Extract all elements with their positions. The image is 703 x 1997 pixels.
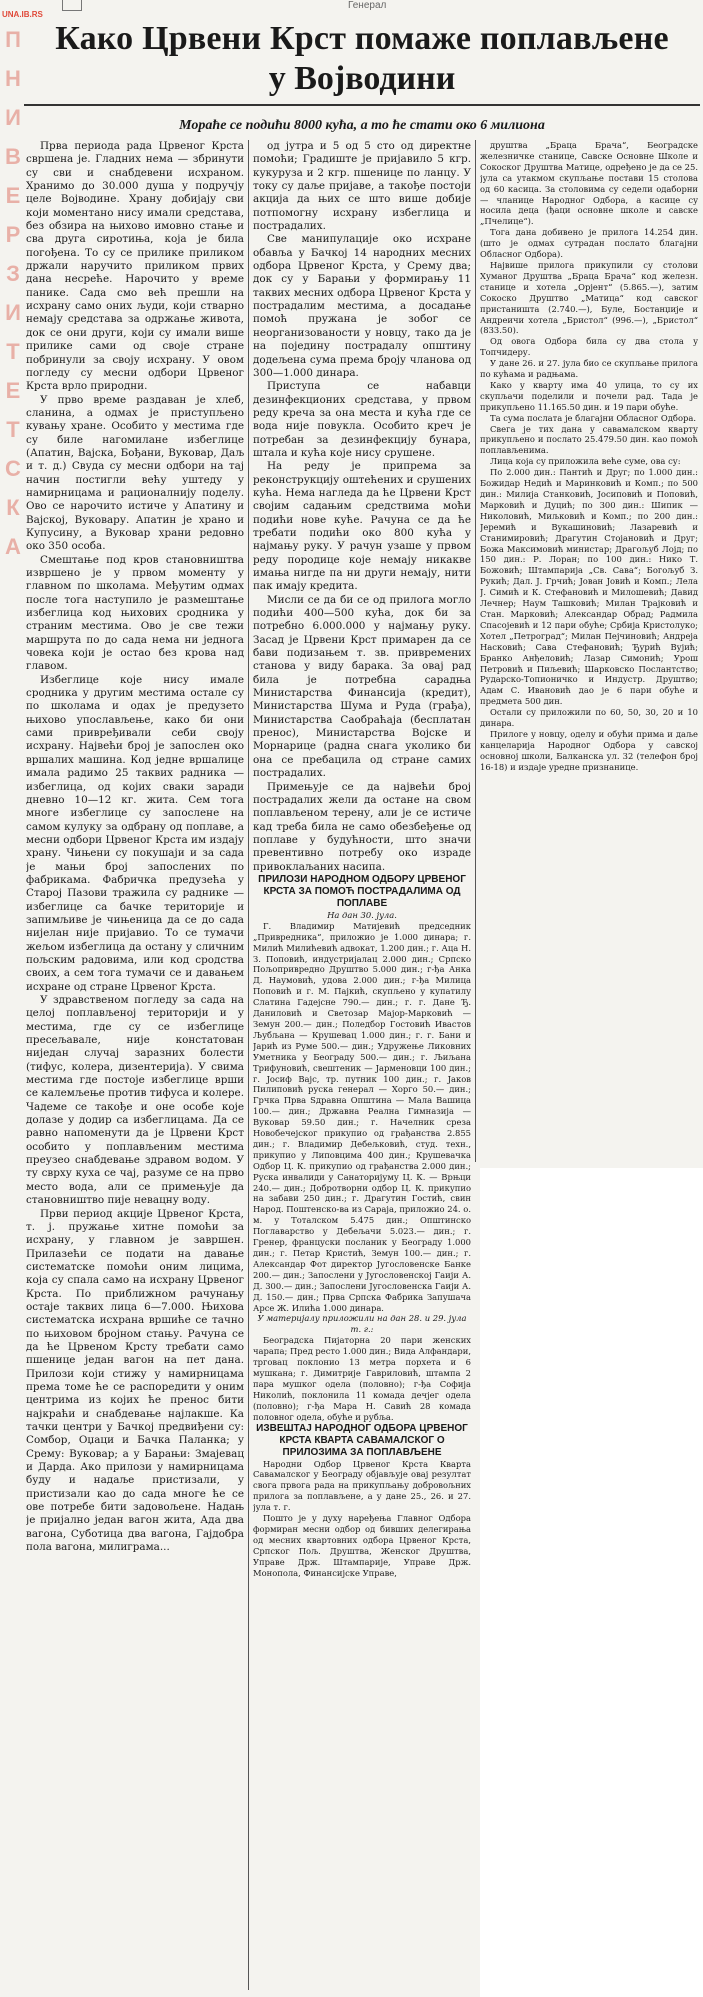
watermark-letter: Т bbox=[6, 339, 20, 364]
donations-heading: ПРИЛОЗИ НАРОДНОМ ОДБОРУ ЦРВЕНОГ КРСТА ЗА ПОМОЋ ПОСТРАДАЛИМА ОД ПОПЛАВЕ bbox=[258, 873, 466, 909]
site-watermark: UNA.IB.RS bbox=[2, 10, 43, 19]
paragraph: На реду је припрема за реконструкцију оштећених и срушених кућа. Нема нагледа да ће Црвени Крст својим садањим средствима моћи подићи нове куће. Рачуна се да ће требати подићи око 800 кућа у најмању руку. У рачун узаше у првом реду породице које немају никакве имања нигде па ни други немају, нити пак имају кредита. bbox=[253, 460, 471, 593]
article-column-2 bbox=[253, 140, 471, 1990]
watermark-letter: И bbox=[5, 105, 21, 130]
goods-heading: У материјалу приложили на дан 28. и 29. јула т. г.: bbox=[257, 1313, 467, 1335]
paragraph: Први период акције Црвеног Крста, т. ј. пружање хитне помоћи за исхрану, у главном је завршен. Прилазећи се подати на давање систематске помоћи оним лицима, која су спала само на исхрану Црвеног Крста. По приближном рачунању остаје таквих лица 6—7.000. Њихова систематска исхрана вршиће се тачно по њиховом бројном стању. Рачуна се да ће Црвеном Крсту требати само пшенице један вагон на пет дана. Прилози који стижу у намирницама према томе ће се распоредити у оним центрима из којих ће пренос бити најкраћи и снабдевање најлакше. Ка тачки центри у Бачкој предвиђени су: Сомбор, Оџаци и Бачка Паланка; у Срему: Вуковар; а у Барањи: Змајевац и Дарда. Ако прилози у намирницама буду и надаље пристизали, у пристизали као до сада многе ће се ове потребе бити задовољене. Надањ је пријално један вагон жита, Ада два вагона, Суботица два вагона, Гајдобра пола вагона, милиграма... bbox=[26, 1207, 244, 1554]
watermark-letter: Т bbox=[6, 417, 20, 442]
paragraph: Све манипулације око исхране обавља у Бачкој 14 народних месних одбора Црвеног Крста, у Срему два; док су у Барањи у формирању 11 таквих месних одбора Црвеног Крста у пострадалим местима, а досадање помоћ пружана је зобог се неорганизованости у новцу, тако да је на поједину пострадалу општину додељена сума према броју чланова од 300—1.000 динара. bbox=[253, 233, 471, 379]
goods-list: Београдска Пијаторна 20 пари женских чарапа; Пред ресто 1.000 дин.; Вида Алфандари, трговац поклонио 13 метра порхета и 6 мушкана; г. Димитрије Гавриловић, штампа 2 пара мушког одела (половно); г-ђа Софија Николић, поклонила 11 комада дечјег одела (половно); г-ђа Мара Н. Савић 28 комада половног одела, обуће и рубља. bbox=[253, 1335, 471, 1422]
paragraph: Народни Одбор Црвеног Крста Кварта Савамалског у Београду објављује овај резултат свога првога рада на прикупљању добровољних прилога за поплављене, а у дане 25., 26. и 27. јула т. г. bbox=[253, 1458, 471, 1513]
paragraph: Примењује се да највећи број пострадалих жели да остане на свом поплављеном терену, али је се истиче кад треба била не само обезбеђење од поплаве у будућности, што значи превентивно потребу око израде привоклаљаних насипа. bbox=[253, 780, 471, 873]
watermark-letter: К bbox=[6, 495, 20, 520]
report-heading: ИЗВЕШТАЈ НАРОДНОГ ОДБОРА ЦРВЕНОГ КРСТА КВАРТА САВАМАЛСКОГ О ПРИЛОЗИМА ЗА ПОПЛАВЉЕНЕ bbox=[256, 1422, 468, 1458]
headline-line-1: Како Црвени Крст помаже поплављене bbox=[55, 20, 669, 57]
paragraph: Тога дана добивено је прилога 14.254 дин. (што је одмах сутрадан послато благајни Обласног Одбора). bbox=[480, 227, 698, 260]
watermark-letter: П bbox=[5, 27, 21, 52]
watermark-letter: А bbox=[5, 534, 21, 559]
paragraph: Прилоге у новцу, оделу и обући прима и даље канцеларија Народног Одбора у савској основној школи, Балканска ул. 32 (телефон број 16-18) и издаје уредне признанице. bbox=[480, 728, 698, 772]
paragraph: Та сума послата је благајни Обласног Одбора. bbox=[490, 412, 697, 423]
paragraph: Смештање под кров становништва извршено је у првом моменту у главном по школама. Међутим одмах после тога наступило је размештање избеглица код њихових сродника у страним местима. Ово је све тежи маршрута по до сада нема ни једнога човека који је остао без крова над главом. bbox=[26, 553, 244, 673]
watermark-letter: Е bbox=[5, 378, 21, 403]
watermark-letter: Р bbox=[5, 222, 21, 247]
watermark-letter: И bbox=[5, 300, 21, 325]
watermark-letter: В bbox=[5, 144, 21, 169]
paragraph: Остали су приложили по 60, 50, 30, 20 и 10 динара. bbox=[480, 707, 698, 729]
paragraph: Приступа се набавци дезинфекционих средстава, у првом реду креча за она места и кућа где се вода није повукла. Особито креч је потребан за дезинфекцију бунара, штала и кућа које нису срушене. bbox=[253, 380, 471, 459]
paragraph: Свега је тих дана у савамалском кварту прикупљено и послато 25.479.50 дин. као помоћ поплављенима. bbox=[480, 423, 698, 456]
article-column-3 bbox=[480, 140, 698, 1162]
vertical-watermark bbox=[0, 20, 26, 566]
paragraph: Највише прилога прикупили су столови Хуманог Друштва „Браца Брача“ код железн. станице и хотела „Орјент“ (5.865.—), затим Сокоско Друштво „Матица“ код савског пристаништа (2.740.—), Буле, Бостанџије и Андреичи хотела „Бристол“ (996.—), „Бристол“ (833.50). bbox=[480, 259, 698, 336]
paragraph: Избеглице које нису имале сродника у другим местима остале су по школама и одах је предузето њихово упослављење, како би они сами привређивали себи своју исхрану. Највећи број је запослен око вршалих машина. Код једне вршалице имала радимо 25 таквих радника — избеглица, од којих сваки заради дневно 10—12 кг. жита. Сем тога многе избеглице су запослене на самом кулуку за одбрану од поплаве, а месни одбори Црвеног Крста им издају храну. Чињени су покушаји и за сада је мањи број запослених по фабрикама. Фабричка предузећа у Старој Пазови тражила су раднике — избеглице са бачке територије и запимљиве је чињеница да се до сада нијелан није пријавио. То се тумачи жељом избеглица да остану у сличним пољским радовима, или код сродства своих, а сем тога тумачи се и давањем исхране од стране Црвеног Крста. bbox=[26, 673, 244, 993]
column-divider bbox=[475, 140, 476, 1162]
blank-area bbox=[480, 1168, 703, 1997]
donations-date: На дан 30. јула. bbox=[327, 909, 397, 920]
article-column-1 bbox=[26, 140, 244, 1990]
subheadline: Мораће се подићи 8000 кућа, а то ће стати око 6 милиона bbox=[179, 118, 545, 133]
masthead-fragment: Генерал bbox=[348, 0, 387, 11]
paragraph: од јутра и 5 од 5 сто од директне помоћи; Градиште је пријавило 5 кгр. кукуруза и 2 кгр. пшенице по ланцу. У току су даље пријаве, а такође постоји акција да њих се што више добије потпомогну исхрану избеглица и пострадалих. bbox=[253, 140, 471, 233]
watermark-letter: С bbox=[5, 456, 21, 481]
masthead-fragment-box bbox=[62, 0, 82, 11]
paragraph: Мисли се да би се од прилога могло подићи 400—500 кућа, док би за потребно 6.000.000 у најмању руку. Засад је Црвени Крст примарен да се бави подизањем т. зв. привремених станова у виду барака. За овај рад била је потребна сарадња Министарства Финансија (кредит), Министарства Шума и Руда (грађа), Министарства Саобраћаја (бесплатан пренос), Министарства Војске и Морнарице (радна снага уколико би она се пребацила од стране самих пострадалих. bbox=[253, 593, 471, 780]
column-divider bbox=[248, 140, 249, 1990]
paragraph: Од овога Одбора била су два стола у Топчидеру. bbox=[480, 336, 698, 358]
watermark-letter: Е bbox=[5, 183, 21, 208]
paragraph: Пошто је у духу наређења Главног Одбора формиран месни одбор од бивших делегирања од месних квартовних одбора Црвеног Крста, Српског Пољ. Друштва, Женског Друштва, Управе Држ. Штампарије, Управе Држ. Монопола, Финансијске Управе, bbox=[253, 1513, 471, 1578]
headline-rule bbox=[24, 104, 700, 106]
paragraph: Прва периода рада Црвеног Крста свршена је. Гладних нема — збринути су сви и снабдевени исхраном. Хранимо до 30.000 душа у подручју целе Војводине. Храну добијају сви који моментано нису имали средстава, без обзира на њихово имовно стање и сва друга сиротиња, која је била погођена. То су се прилике приликом држали наручито приликом првих дана несреће. Нарочито у време панике. Сада смо већ прешли на исхрану само оних људи, који стварно немају средстава за одржање живота, док се они други, који су имали више прилике сами од своје стране побринули за своју исхрану. У овом погледу су месни одбори Црвеног Крста врло природни. bbox=[26, 140, 244, 393]
donations-list: Г. Владимир Матијевић председник „Привредника“, приложио је 1.000 динара; г. Милић Милићевић адвокат, 1.200 дин.; г. Аца Н. З. Поповић, индустријалац 2.000 дин.; Српско Пољопривредно Друштво 5.000 дин.; г-ђа Анка Д. Наумовић, удова 2.000 дин.; г-ђа Милица Пoповић и г. М. Пајкић, скупљено у купатилу Слатина Гадејсне 790.— дин.; г. г. Дане Ђ. Даниловић и Светозар Мајор-Марковић — Земун 200.— дин.; Поледбор Гостовић Ивастов Љубљана — Крушевац 1.000 дин.; г. г. Бани и Јарић из Руме 500.— дин.; Удружење Ликовних Уметника у Београду 500.— дин.; г. Љиљана Трифуновић, свештеник — Јарменовци 100 дин.; г. Јосиф Вајс, тр. путник 100 дин.; г. Јаков Пилиповић рускa генерал — Хорго 50.— дин.; Грчка Прва Ѕдравна Општина — Мала Вашица 100.— дин.; Државна Реална Гимназија — Вуковар 59.50 дин.; г. Начелник среза Новобечејског прикупио од грађанства 2.855 дин.; г. Владимир Дебељковић, студ. техн., прикупио у Липовцима 400 дин.; Крушевачка Одбор Ц. К. прикупио од грађанства 2.000 дин.; Руска инвалиди у Санаторијуму Ц. К. — Врњци 240.— дин.; Добротворни одбор Ц. К. прикупио на забави 250 дин.; г. Драгутин Гостић, свин Народ. Поштенско-ва из Сараја, приложио 24. о. м. у Тоталском 5.475 дин.; Општинско Поглаварство у Дебељачи 5.023.— дин.; г. Гренер, француски посланик у Београду 1.000 дин.; г. Петар Кристић, Земун 100.— дин.; г. Александар Фот директор Југословенске Банке 200.— дин.; Запослени у Југословенској Гаији А. Д. 300.— дин.; Запослени Југословенска Гаији А. Д. 150.— дин.; Прва Српска Фабрика Запушача Арсе Ж. Илића 1.000 динара. bbox=[253, 920, 471, 1313]
paragraph: У прво време раздаван је хлеб, сланина, а одмах је приступљено кувању хране. Особито у местима где су биле нагомилане избеглице (Апатин, Вајска, Бођани, Вуковар, Даљ и т. д.) Свуда су месни одбори на тај начин постигли већу уштеду у намирницама и рационалнију поделу. Ово се нарочито истиче у Апатину и Вајској, Вуковару. Апатин је храно и Купусину, а Вуковар храни редовно око 350 особа. bbox=[26, 393, 244, 553]
donor-list: По 2.000 дин.: Пантић и Друг; по 1.000 дин.: Божидар Недић и Маринковић и Комп.; по 500 дин.: Милија Станковић, Јосиповић и Поповић, Марковић и Дуцић; по 300 дин.: Шипик — Николовић, Миљковић и Комп.; по 200 дин.: Јеремић и Вукашиновић; Лазаревић и Станимировић; Драгутин Стојановић и Друг; Божа Максимовић министар; Драгољуб Лојд; по 150 дин.: Р. Лоран; по 100 дин.: Нико Т. Божовић; Штампарија „Св. Сава“; Богољуб З. Рукић; Дал. Ј. Грчић; Јован Јовић и Комп.; Лела Ј. Симић и К. Стефановић и Милошевић; Давид Лечнер; Наум Ташковић; Милан Трајковић и Стан. Марковић; Александар Обрад; Радмила Спасојевић и 12 пари обуће; Србија Кристолуко; Хотел „Петроград“; Милан Пејчиновић; Андреја Насковић; Сава Стефановић; Ђурић Вујић; Бранко Анђеловић; Лазар Симонић; Урош Петровић и Пиљевић; Шарковско Послантство; Рударско-Топионичко и Индустр. Друштво; Адам С. Ивановић дао је 6 пари обуће и предмета 500 дин. bbox=[480, 467, 698, 707]
paragraph: У дане 26. и 27. јула био се скупљање прилога по кућама и радњама. bbox=[480, 358, 698, 380]
paragraph: Лица која су приложила веће суме, ова су: bbox=[490, 456, 681, 467]
headline-line-2: у Војводини bbox=[268, 60, 456, 97]
paragraph: Како у кварту има 40 улица, то су их скупљачи поделили и почели рад. Тада је прикупљено 11.165.50 дин. и 19 пари обуће. bbox=[480, 379, 698, 412]
watermark-letter: Н bbox=[5, 66, 21, 91]
watermark-letter: З bbox=[6, 261, 20, 286]
paragraph: У здравственом погледу за сада на целој поплављеној територији и у местима, где су се избеглице пресељавале, није констатован ниједан случај заразних болести (тифус, колера, дизентерија). У свима местима где постоје избеглице врши се калемљење против тифуса и колере. Чадеме се такође и оне особе које долазе у додир са избеглицама. Да се равно напоменути да је Црвени Крст особито у поплављеним местима преузео снабдевање здравом водом. У ту сврху куха се чај, разуме се на прво место вода, али се примењује да становништво пије невацну воду. bbox=[26, 994, 244, 1207]
paragraph: друштва „Браца Брача“, Београдске железничке станице, Савске Основне Школе и Сокоског Друштва Матице, одређено је да се 25. јула са утакмом скупљање постави 15 столова од 60 касица. За столовима су седели одаборни — чланице Народног Одбора, а касице су носила деца (ђаци основне школе и савске „Пчелице“). bbox=[480, 140, 698, 227]
